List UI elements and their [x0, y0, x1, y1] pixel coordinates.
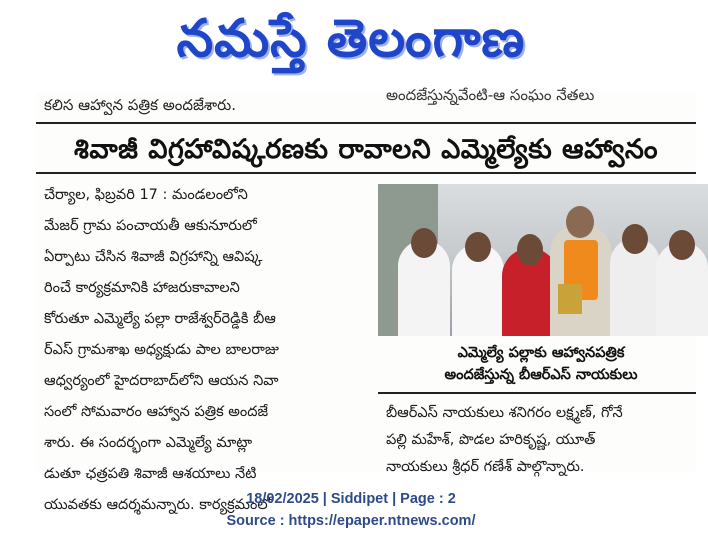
person-head [517, 234, 543, 266]
invitation-card [558, 284, 582, 314]
article-body-left [44, 180, 374, 521]
person-head [669, 230, 695, 260]
source-footer [0, 488, 702, 532]
body-line: ఆధ్వర్యంలో హైదరాబాద్‌లోని ఆయన నివా [44, 373, 279, 389]
cut-line-right: అందజేస్తున్నవేంటి-ఆ సంఘం నేతలు [386, 86, 595, 104]
photo-caption [386, 342, 696, 386]
body-line: నాయకులు శ్రీధర్ గణేశ్ పాల్గొన్నారు. [386, 459, 585, 475]
cut-line-left: కలిస ఆహ్వాన పత్రిక అందజేశారు. [44, 96, 236, 114]
divider [36, 122, 696, 124]
body-line: సంలో సోమవారం ఆహ్వాన పత్రిక అందజే [44, 404, 269, 420]
person-head [622, 224, 648, 254]
divider [378, 392, 696, 394]
body-line: ఏర్పాటు చేసిన శివాజీ విగ్రహాన్ని ఆవిష్క [44, 249, 263, 265]
caption-line: ఎమ్మెల్యే పల్లాకు ఆహ్వానపత్రిక [457, 345, 625, 361]
body-line: డుతూ ఛత్రపతి శివాజీ ఆశయాలు నేటి [44, 466, 257, 482]
divider [36, 172, 696, 174]
newspaper-masthead [0, 0, 702, 90]
person-head [465, 232, 491, 262]
person-head [566, 206, 594, 238]
person-head [411, 228, 437, 258]
caption-line: అందజేస్తున్న బీఆర్‌ఎస్ నాయకులు [444, 367, 638, 383]
body-line: బీఆర్‌ఎస్ నాయకులు శనిగరం లక్ష్మణ్, గోనే [386, 405, 623, 421]
body-line: కోరుతూ ఎమ్మెల్యే పల్లా రాజేశ్వర్‌రెడ్డికి బీఆ [44, 311, 276, 327]
article-body-right [386, 400, 696, 481]
body-line: శారు. ఈ సందర్భంగా ఎమ్మెల్యే మాట్లా [44, 435, 253, 451]
body-line: ర్‌ఎస్ గ్రామశాఖ అధ్యక్షుడు పాల బాలరాజు [44, 342, 279, 358]
body-line: పల్లి మహేశ్, పొడల హరికృష్ణ, యూత్ [386, 432, 596, 448]
cut-off-previous-text [36, 86, 696, 120]
masthead-title: నమస్తే తెలంగాణ [176, 8, 526, 69]
body-line: రించే కార్యక్రమానికి హాజరుకావాలని [44, 280, 240, 296]
article-headline: శివాజీ విగ్రహావిష్కరణకు రావాలని ఎమ్మెల్యేకు ఆహ్వానం [73, 134, 659, 165]
footer-date-edition: 18/02/2025 | Siddipet | Page : 2 [246, 491, 456, 507]
footer-source-url: Source : https://epaper.ntnews.com/ [226, 513, 476, 529]
body-line: చేర్యాల, ఫిబ్రవరి 17 : మండలంలోని [44, 187, 248, 203]
news-photo [378, 184, 708, 336]
body-line: మేజర్ గ్రామ పంచాయతీ ఆకునూరులో [44, 218, 257, 234]
body-line: యువతకు ఆదర్శమన్నారు. కార్యక్రమంలో [44, 497, 273, 513]
